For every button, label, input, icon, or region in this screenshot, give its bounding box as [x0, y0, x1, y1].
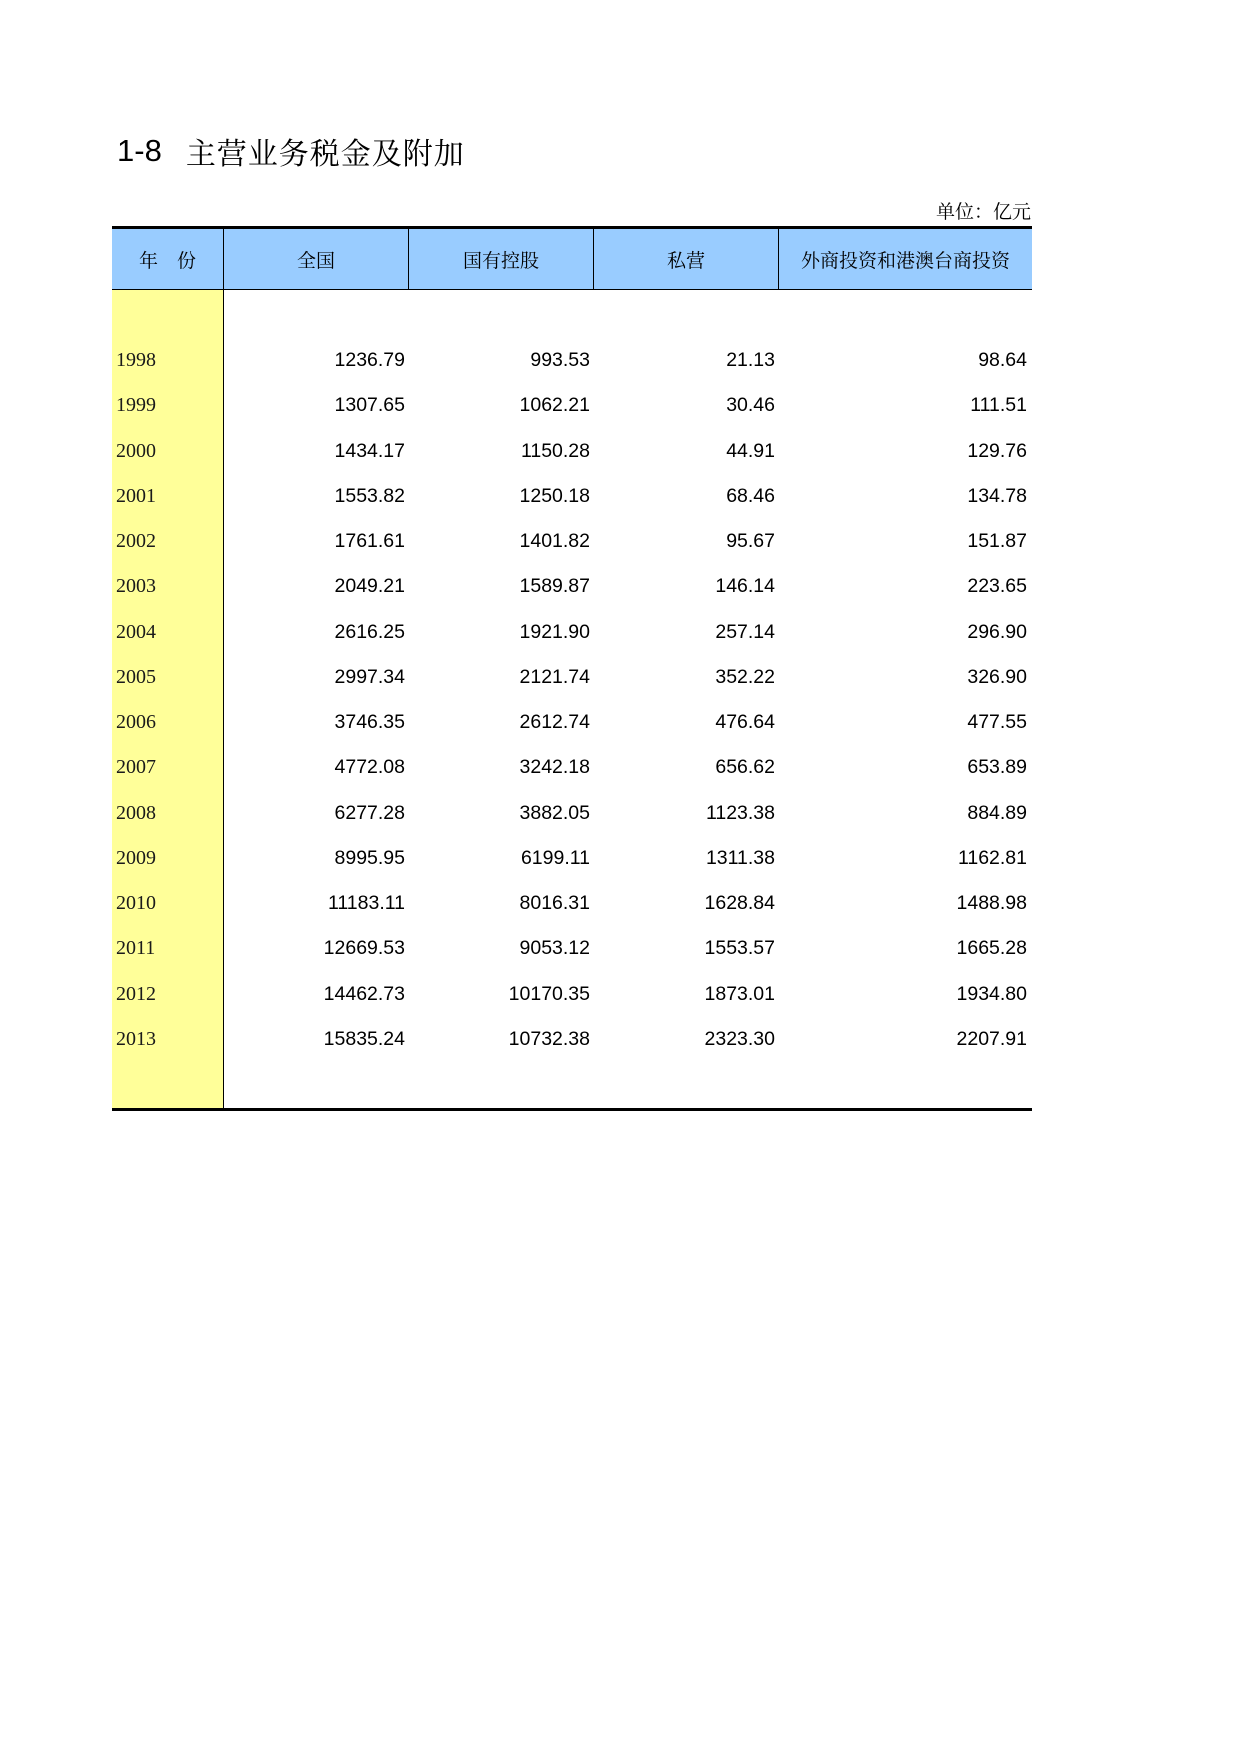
cell-state-owned: 993.53: [530, 349, 590, 372]
cell-foreign-invested: 111.51: [970, 394, 1027, 417]
cell-national: 1761.61: [334, 530, 405, 553]
cell-national: 2049.21: [334, 575, 405, 598]
cell-private: 257.14: [715, 620, 775, 643]
cell-year: 2010: [116, 892, 156, 915]
cell-national: 1553.82: [334, 484, 405, 507]
cell-year: 2011: [116, 937, 156, 960]
table-row: [112, 972, 1032, 1017]
table-row: [112, 1017, 1032, 1062]
cell-year: 2009: [116, 846, 156, 869]
cell-national: 14462.73: [323, 982, 405, 1005]
cell-foreign-invested: 2207.91: [956, 1027, 1027, 1050]
cell-national: 4772.08: [334, 756, 405, 779]
cell-state-owned: 1250.18: [519, 484, 590, 507]
cell-foreign-invested: 477.55: [967, 711, 1027, 734]
cell-state-owned: 1589.87: [519, 575, 590, 598]
cell-private: 1311.38: [705, 846, 775, 869]
cell-year: 2000: [116, 439, 156, 462]
cell-state-owned: 1150.28: [520, 439, 590, 462]
cell-national: 12669.53: [323, 937, 405, 960]
cell-foreign-invested: 151.87: [967, 530, 1027, 553]
cell-year: 2001: [116, 484, 156, 507]
table-row: [112, 610, 1032, 655]
header-national: 全国: [224, 229, 409, 289]
table-row: [112, 474, 1032, 519]
unit-label: 单位：亿元: [935, 201, 1031, 223]
cell-state-owned: 8016.31: [519, 892, 590, 915]
table-row: [112, 519, 1032, 564]
cell-private: 30.46: [726, 394, 775, 417]
cell-foreign-invested: 296.90: [967, 620, 1027, 643]
table-row: [112, 338, 1032, 383]
cell-year: 2012: [116, 982, 156, 1005]
cell-private: 1123.38: [705, 801, 775, 824]
cell-state-owned: 1062.21: [519, 394, 590, 417]
cell-state-owned: 9053.12: [519, 937, 590, 960]
table-row: [112, 383, 1032, 428]
cell-private: 95.67: [726, 530, 775, 553]
table-title: 主营业务税金及附加: [185, 137, 465, 172]
cell-state-owned: 1921.90: [519, 620, 590, 643]
cell-private: 1553.57: [704, 937, 775, 960]
header-state-owned: 国有控股: [409, 229, 594, 289]
cell-private: 476.64: [715, 711, 775, 734]
cell-national: 1236.79: [334, 349, 405, 372]
cell-year: 2008: [116, 801, 156, 824]
cell-private: 1873.01: [704, 982, 775, 1005]
header-year: 年 份: [112, 229, 224, 289]
cell-national: 1434.17: [334, 439, 405, 462]
cell-foreign-invested: 1665.28: [956, 937, 1027, 960]
cell-national: 8995.95: [334, 846, 405, 869]
cell-private: 68.46: [726, 484, 775, 507]
cell-private: 44.91: [726, 439, 775, 462]
cell-year: 2007: [116, 756, 156, 779]
cell-private: 21.13: [726, 349, 775, 372]
table-row: [112, 791, 1032, 836]
cell-state-owned: 3242.18: [519, 756, 590, 779]
data-table: [112, 226, 1032, 1111]
cell-year: 2013: [116, 1027, 156, 1050]
page-title: [117, 128, 465, 174]
cell-state-owned: 2121.74: [519, 665, 590, 688]
cell-year: 2003: [116, 575, 156, 598]
cell-state-owned: 6199.11: [520, 846, 590, 869]
cell-foreign-invested: 884.89: [967, 801, 1027, 824]
cell-state-owned: 10170.35: [508, 982, 590, 1005]
table-row: [112, 700, 1032, 745]
cell-national: 15835.24: [323, 1027, 405, 1050]
table-row: [112, 429, 1032, 474]
cell-foreign-invested: 653.89: [967, 756, 1027, 779]
cell-foreign-invested: 134.78: [967, 484, 1027, 507]
cell-foreign-invested: 1488.98: [956, 892, 1027, 915]
cell-national: 1307.65: [334, 394, 405, 417]
table-row: [112, 655, 1032, 700]
cell-foreign-invested: 98.64: [978, 349, 1027, 372]
cell-foreign-invested: 223.65: [967, 575, 1027, 598]
cell-private: 146.14: [715, 575, 775, 598]
table-header: [112, 226, 1032, 290]
table-body: [112, 338, 1032, 1062]
cell-national: 2997.34: [334, 665, 405, 688]
cell-private: 2323.30: [704, 1027, 775, 1050]
table-row: [112, 836, 1032, 881]
cell-state-owned: 1401.82: [519, 530, 590, 553]
cell-state-owned: 10732.38: [508, 1027, 590, 1050]
cell-state-owned: 3882.05: [519, 801, 590, 824]
table-row: [112, 564, 1032, 609]
cell-private: 352.22: [715, 665, 775, 688]
cell-year: 1999: [116, 394, 156, 417]
cell-national: 2616.25: [334, 620, 405, 643]
table-row: [112, 881, 1032, 926]
cell-foreign-invested: 129.76: [967, 439, 1027, 462]
cell-national: 3746.35: [334, 711, 405, 734]
cell-national: 6277.28: [334, 801, 405, 824]
header-private: 私营: [594, 229, 779, 289]
table-row: [112, 745, 1032, 790]
table-bottom-rule: [112, 1108, 1032, 1111]
cell-foreign-invested: 1162.81: [957, 846, 1027, 869]
cell-foreign-invested: 326.90: [967, 665, 1027, 688]
cell-private: 656.62: [715, 756, 775, 779]
cell-year: 2002: [116, 530, 156, 553]
cell-year: 2006: [116, 711, 156, 734]
header-foreign-invested: 外商投资和港澳台商投资: [800, 249, 1010, 272]
cell-national: 11183.11: [328, 892, 405, 915]
table-number: 1-8: [117, 133, 162, 168]
cell-foreign-invested: 1934.80: [956, 982, 1027, 1005]
cell-state-owned: 2612.74: [519, 711, 590, 734]
table-row: [112, 926, 1032, 971]
cell-year: 2004: [116, 620, 156, 643]
cell-year: 2005: [116, 665, 156, 688]
cell-year: 1998: [116, 349, 156, 372]
cell-private: 1628.84: [704, 892, 775, 915]
